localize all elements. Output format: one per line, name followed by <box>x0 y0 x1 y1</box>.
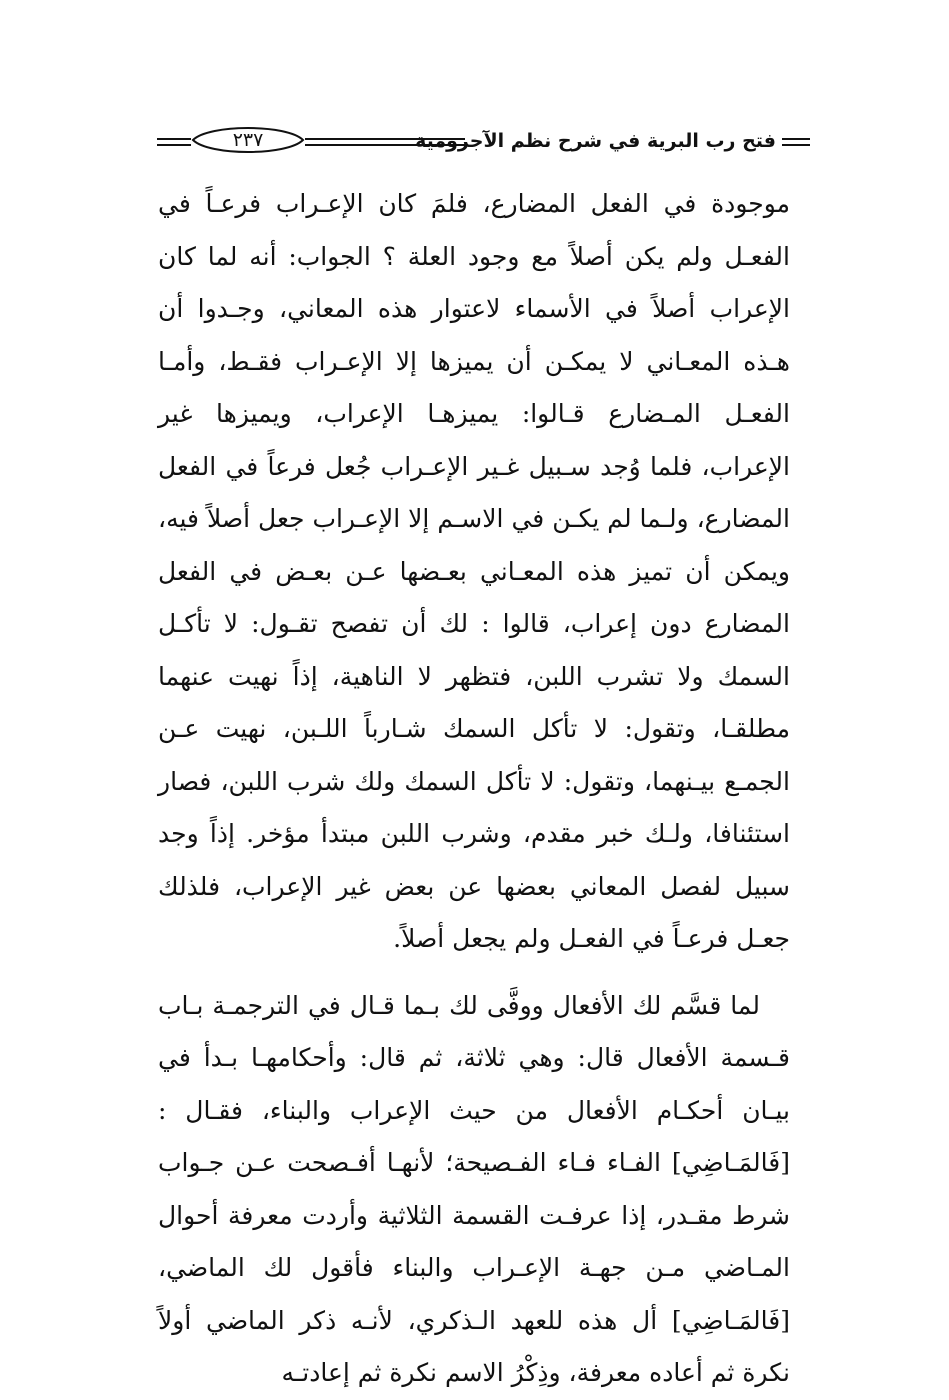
body-text <box>158 178 790 1400</box>
page-number-frame <box>189 122 307 158</box>
page-number: ٢٣٧ <box>232 129 264 151</box>
running-header <box>155 120 810 170</box>
paragraph: موجودة في الفعل المضارع، فلمَ كان الإعـراب فرعـاً في الفعـل ولم يكن أصلاً مع وجود العلة ؟ الجواب: أنه لما كان الإعراب أصلاً في الأسماء لاعتوار هذه المعاني، وجـدوا أن هـذه المعـاني لا يمكـن أن يميزها إلا الإعـراب فقـط، وأمـا الفعـل المـضارع قـالوا: يميزهـا الإعراب، ويميزها غير الإعراب، فلما وُجد سـبيل غـير الإعـراب جُعل فرعاً في الفعل المضارع، ولـما لم يكـن في الاسـم إلا الإعـراب جعل أصلاً فيه، ويمكن أن تميز هذه المعـاني بعـضها عـن بعـض في الفعل المضارع دون إعراب، قالوا : لك أن تفصح تقـول: لا تأكـل السمك ولا تشرب اللبن، فتظهر لا الناهية، إذاً نهيت عنهما مطلقـا، وتقول: لا تأكل السمك شـارباً اللـبن، نهيت عـن الجمـع بيـنهما، وتقول: لا تأكل السمك ولك شرب اللبن، فصار استئنافا، ولـك خبر مقدم، وشرب اللبن مبتدأ مؤخر. إذاً وجد سبيل لفصل المعاني بعضها عن بعض غير الإعراب، فلذلك جعـل فرعـاً في الفعـل ولم يجعل أصلاً. <box>158 189 790 953</box>
header-rule-right <box>782 138 810 146</box>
header-rule-left <box>157 138 191 146</box>
header-rule-middle <box>305 138 465 146</box>
paragraph: لما قسَّم لك الأفعال ووفَّى لك بـما قـال في الترجمـة بـاب قـسمة الأفعال قال: وهي ثلاثة، ثم قال: وأحكامهـا بـدأ في بيـان أحكـام الأفعال من حيث الإعراب والبناء، فقـال :[فَالمَـاضِي] الفـاء فـاء الفـصيحة؛ لأنهـا أفـصحت عـن جـواب شرط مقـدر، إذا عرفـت القسمة الثلاثية وأردت معرفة أحوال المـاضي مـن جهـة الإعـراب والبناء فأقول لك الماضي،[فَالمَـاضِي] أل هذه للعهد الـذكري، لأنـه ذكر الماضي أولاً نكرة ثم أعاده معرفة، وذِكْرُ الاسم نكرة ثم إعادتـه <box>158 990 790 1387</box>
running-header-title: فتح رب البرية في شرح نظم الآجرومية <box>415 130 776 152</box>
